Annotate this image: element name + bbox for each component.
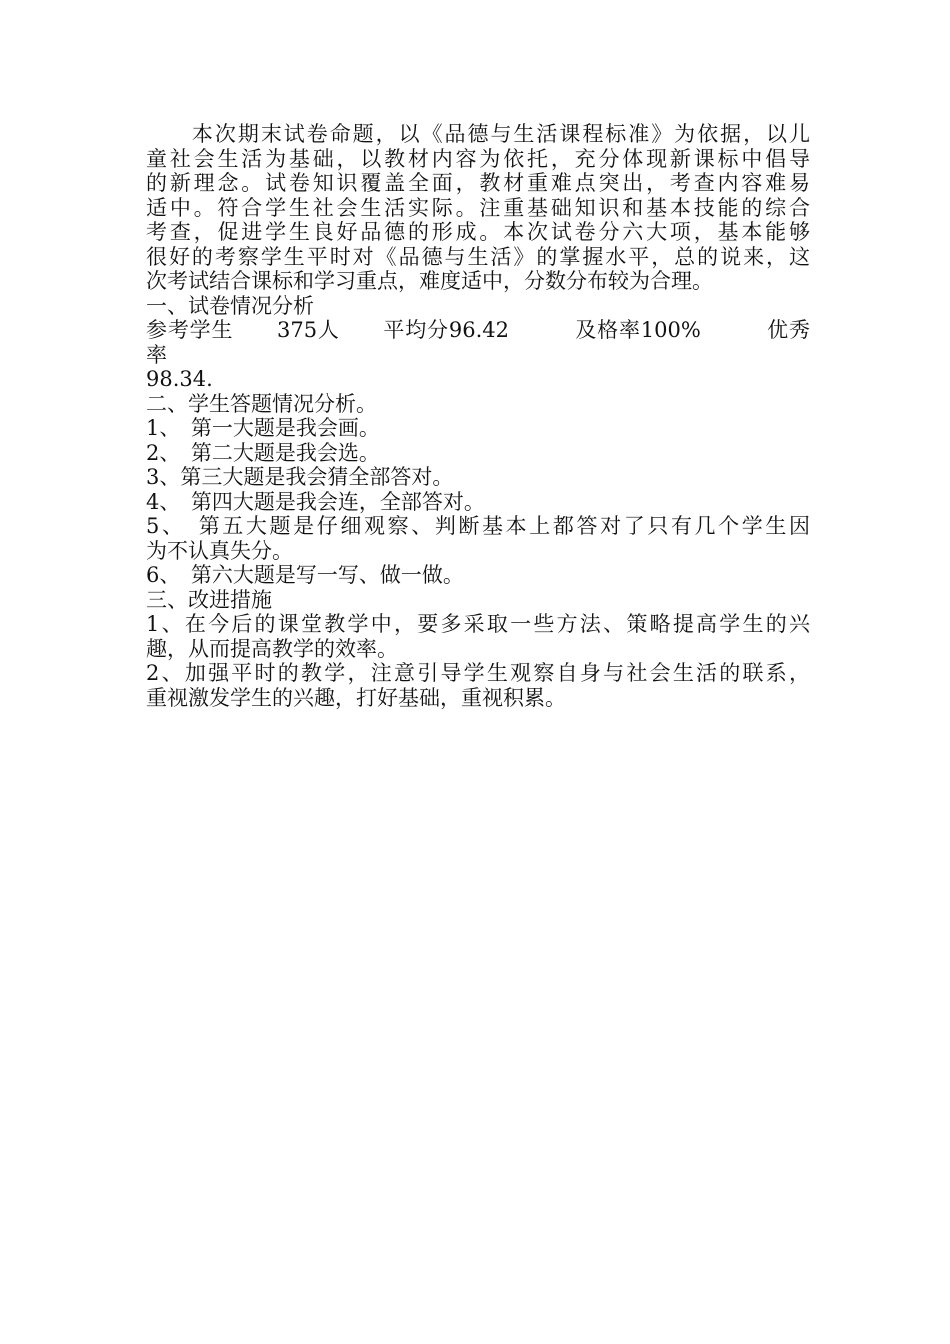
section-heading: 三、改进措施 [146, 587, 272, 612]
stats-line: 98.34. [146, 367, 213, 391]
list-item: 1、 第一大题是我会画。 [146, 416, 380, 440]
intro-paragraph [146, 122, 810, 294]
intro-line: 童社会生活为基础，以教材内容为依托，充分体现新课标中倡导 [146, 146, 810, 171]
intro-line: 次考试结合课标和学习重点，难度适中，分数分布较为合理。 [146, 269, 713, 293]
list-item: 2、 第二大题是我会选。 [146, 440, 380, 465]
list-item: 1、在今后的课堂教学中，要多采取一些方法、策略提高学生的兴 [146, 612, 810, 636]
intro-line: 很好的考察学生平时对《品德与生活》的掌握水平，总的说来，这 [146, 244, 810, 269]
list-item: 为不认真失分。 [146, 538, 293, 563]
list-item: 趣，从而提高教学的效率。 [146, 636, 398, 661]
intro-line: 适中。符合学生社会生活实际。注重基础知识和基本技能的综合 [146, 195, 810, 220]
list-item: 4、 第四大题是我会连，全部答对。 [146, 489, 485, 514]
list-item: 6、 第六大题是写一写、做一做。 [146, 563, 464, 587]
section-heading: 一、试卷情况分析 [146, 293, 314, 318]
list-item: 3、第三大题是我会猜全部答对。 [146, 465, 454, 489]
list-item: 重视激发学生的兴趣，打好基础，重视积累。 [146, 685, 566, 710]
intro-line: 考查，促进学生良好品德的形成。本次试卷分六大项，基本能够 [146, 220, 810, 244]
list-item: 2、加强平时的教学，注意引导学生观察自身与社会生活的联系， [146, 661, 810, 685]
section-answer-analysis [146, 392, 810, 588]
intro-line: 的新理念。试卷知识覆盖全面，教材重难点突出，考查内容难易 [146, 171, 810, 195]
intro-line: 本次期末试卷命题，以《品德与生活课程标准》为依据，以儿 [146, 122, 810, 146]
section-exam-analysis [146, 294, 810, 392]
stats-line: 参考学生 375人 平均分96.42 及格率100% 优秀率 [146, 318, 810, 367]
section-improvement [146, 588, 810, 711]
section-heading: 二、学生答题情况分析。 [146, 391, 377, 416]
list-item: 5、 第五大题是仔细观察、判断基本上都答对了只有几个学生因 [146, 514, 810, 538]
document-body [146, 122, 810, 710]
